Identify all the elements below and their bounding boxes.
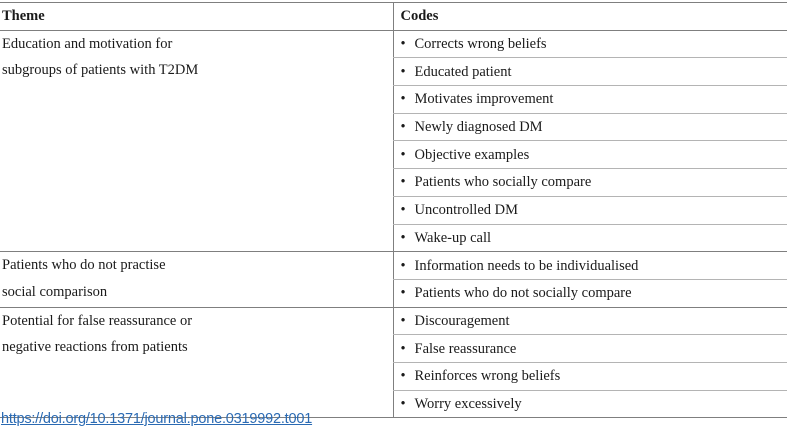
code-text: Discouragement: [414, 312, 510, 329]
code-text: Information needs to be individualised: [414, 257, 639, 274]
code-cell: [393, 86, 787, 114]
code-text: Educated patient: [414, 63, 512, 80]
bullet-icon: •: [400, 312, 406, 329]
theme-text-line: Education and motivation for: [2, 35, 173, 52]
code-cell: [393, 30, 787, 58]
code-text: Objective examples: [414, 146, 530, 163]
code-text: False reassurance: [414, 340, 517, 357]
themes-codes-table-wrapper: [0, 2, 787, 418]
bullet-icon: •: [400, 368, 406, 385]
bullet-icon: •: [400, 229, 406, 246]
code-cell: [393, 279, 787, 307]
code-text: Worry excessively: [414, 395, 522, 412]
code-text: Patients who do not socially compare: [414, 285, 632, 302]
codes-column-header: Codes: [393, 3, 787, 31]
code-text: Patients who socially compare: [414, 174, 592, 191]
table-row: [0, 252, 787, 280]
code-cell: [393, 252, 787, 280]
code-text: Motivates improvement: [414, 91, 554, 108]
code-cell: [393, 335, 787, 363]
bullet-icon: •: [400, 285, 406, 302]
themes-codes-table: [0, 2, 787, 418]
code-text: Uncontrolled DM: [414, 202, 518, 219]
bullet-icon: •: [400, 340, 406, 357]
bullet-icon: •: [400, 202, 406, 219]
bullet-icon: •: [400, 91, 406, 108]
table-header-row: [0, 3, 787, 31]
code-cell: [393, 113, 787, 141]
code-cell: [393, 390, 787, 418]
bullet-icon: •: [400, 257, 406, 274]
table-row: [0, 307, 787, 335]
doi-link[interactable]: https://doi.org/10.1371/journal.pone.0319992.t001: [1, 411, 313, 427]
bullet-icon: •: [400, 395, 406, 412]
code-cell: [393, 224, 787, 252]
theme-cell: [0, 30, 393, 252]
bullet-icon: •: [400, 63, 406, 80]
theme-text-line: social comparison: [2, 283, 108, 300]
theme-cell: [0, 307, 393, 418]
bullet-icon: •: [400, 36, 406, 53]
code-text: Newly diagnosed DM: [414, 119, 543, 136]
theme-cell: [0, 252, 393, 307]
table-row: [0, 30, 787, 58]
theme-text-line: Potential for false reassurance or: [2, 312, 193, 329]
theme-column-header: Theme: [0, 3, 393, 31]
code-cell: [393, 307, 787, 335]
code-cell: [393, 362, 787, 390]
code-cell: [393, 169, 787, 197]
code-cell: [393, 58, 787, 86]
code-text: Reinforces wrong beliefs: [414, 368, 561, 385]
code-text: Corrects wrong beliefs: [414, 36, 547, 53]
bullet-icon: •: [400, 174, 406, 191]
theme-text-line: Patients who do not practise: [2, 257, 166, 274]
bullet-icon: •: [400, 146, 406, 163]
theme-text-line: negative reactions from patients: [2, 339, 188, 356]
bullet-icon: •: [400, 119, 406, 136]
code-cell: [393, 141, 787, 169]
table-body: [0, 30, 787, 418]
code-text: Wake-up call: [414, 229, 492, 246]
code-cell: [393, 196, 787, 224]
theme-text-line: subgroups of patients with T2DM: [2, 62, 199, 79]
